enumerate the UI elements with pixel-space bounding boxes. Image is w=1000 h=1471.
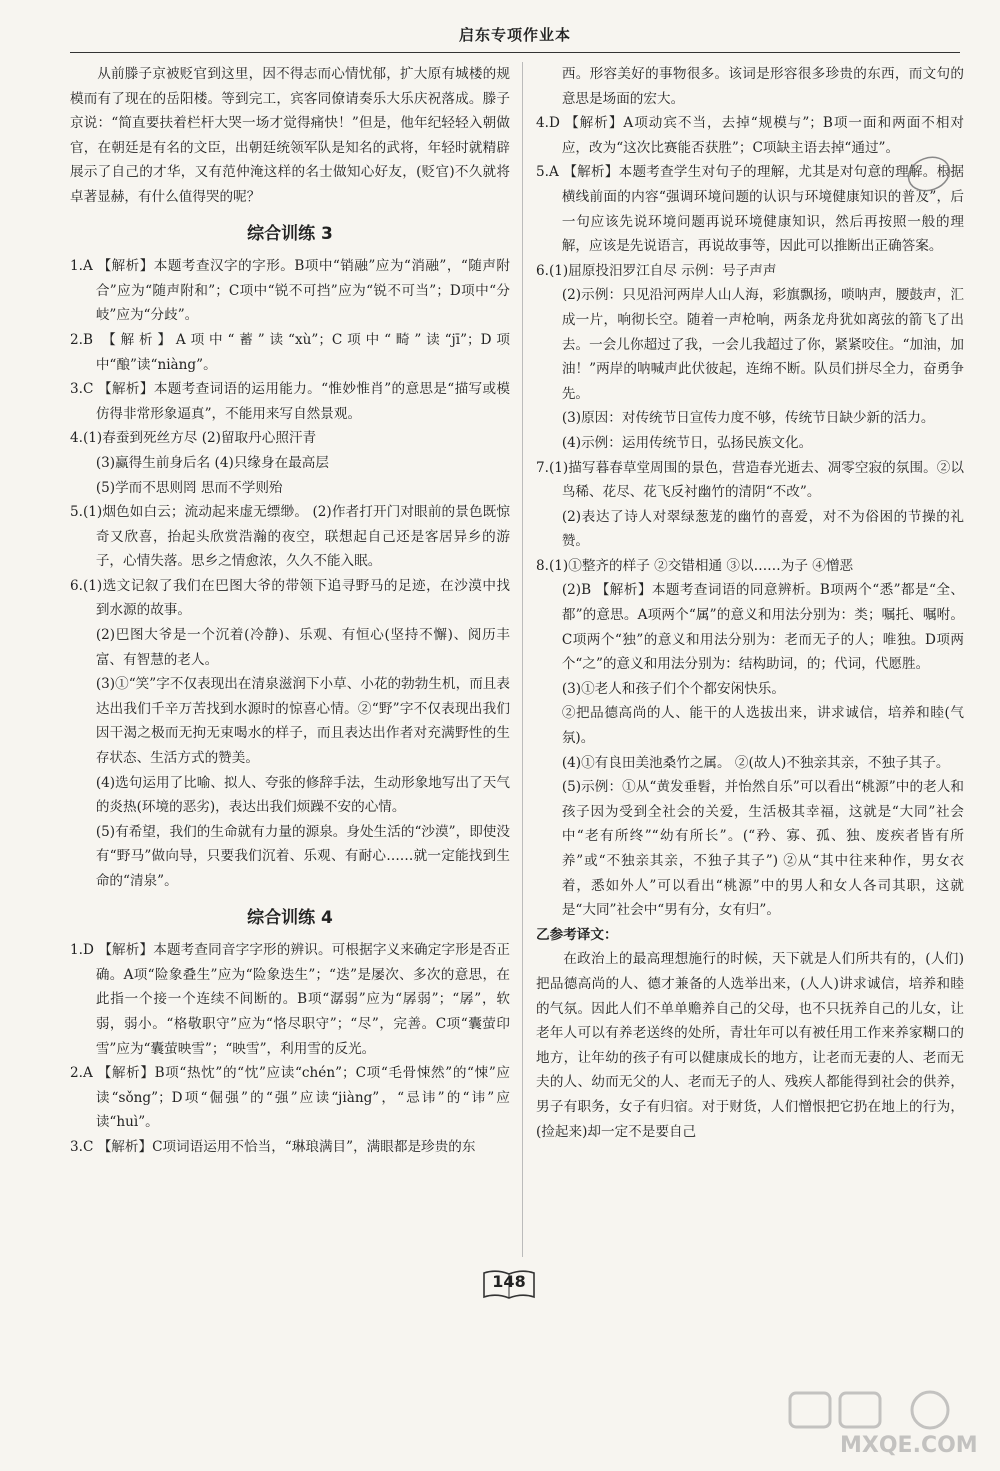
answer-item: 3.C 【解析】本题考查词语的运用能力。“惟妙惟肖”的意思是“描写或模仿得非常形象逼真”，不能用来写自然景观。: [70, 381, 510, 422]
page-number: [480, 1267, 538, 1301]
header-title: 启东专项作业本: [458, 26, 571, 44]
answer-item: (4)示例：运用传统节日，弘扬民族文化。: [561, 434, 813, 451]
answer-item: (3)①老人和孩子们个个都安闲快乐。: [561, 680, 785, 697]
watermark-logo: [780, 1385, 990, 1465]
right-column: [536, 62, 964, 1144]
answer-item: 西。形容美好的事物很多。该词是形容很多珍贵的东西，而文句的意思是场面的宏大。: [561, 66, 964, 107]
translation-paragraph: 在政治上的最高理想施行的时候，天下就是人们所共有的，(人们)把品德高尚的人、德才兼备的人选举出来，(人人)讲求诚信，培养和睦的气氛。因此人们不单单赡养自己的父母，也不只抚养自己的儿女，让老年人可以有养老送终的处所，青壮年可以有被任用工作来养家糊口的地方，让年幼的孩子有可以健康成长的地方，让老而无妻的人、老而无夫的人、幼而无父的人、老而无子的人、残疾人都能得到社会的供养，男子有职务，女子有归宿。对于财货，人们憎恨把它扔在地上的行为，(捡起来)却一定不是要自己: [536, 951, 964, 1140]
answer-item: (2)巴图大爷是一个沉着(冷静)、乐观、有恒心(坚持不懈)、阅历丰富、有智慧的老人。: [95, 627, 510, 668]
column-divider: [522, 62, 523, 1257]
answer-item: 4.D 【解析】A项动宾不当，去掉“规模与”；B项一面和两面不相对应，改为“这次比赛能否获胜”；C项缺主语去掉“通过”。: [536, 115, 964, 156]
answer-item: (5)有希望，我们的生命就有力量的源泉。身处生活的“沙漠”，即使没有“野马”做向导，只要我们沉着、乐观、有耐心……就一定能找到生命的“清泉”。: [95, 823, 510, 889]
answer-item: 8.(1)①整齐的样子 ②交错相通 ③以……为子 ④憎恶: [536, 557, 854, 574]
answer-item: (4)①有良田美池桑竹之属。 ②(故人)不独亲其亲，不独子其子。: [561, 754, 950, 771]
answer-item: (2)示例：只见沿河两岸人山人海，彩旗飘扬，唢呐声，腰鼓声，汇成一片，响彻长空。随着一声枪响，两条龙舟犹如离弦的箭飞了出去。一会儿你超过了我，一会儿我超过了你，紧紧咬住。“加油，加油！”两岸的呐喊声此伏彼起，连绵不断。队员们拼尽全力，奋勇争先。: [561, 287, 964, 402]
stamp-icon: [905, 150, 953, 198]
section-title-3: 综合训练 3: [247, 223, 333, 244]
answer-item: 1.D 【解析】本题考查同音字字形的辨识。可根据字义来确定字形是否正确。A项“险象叠生”应为“险象迭生”；“迭”是屡次、多次的意思，在此指一个接一个连续不间断的。B项“潺弱”应为“孱弱”；“孱”，软弱，弱小。“格敬职守”应为“恪尽职守”；“尽”，完善。C项“囊萤印雪”应为“囊萤映雪”；“映雪”，利用雪的反光。: [70, 942, 510, 1057]
watermark-icon: [780, 1385, 990, 1435]
answer-item: (2)表达了诗人对翠绿葱茏的幽竹的喜爱，对不为俗困的节操的礼赞。: [561, 508, 964, 550]
intro-paragraph: 从前滕子京被贬官到这里，因不得志而心情忧郁，扩大原有城楼的规模而有了现在的岳阳楼。等到完工，宾客同僚请奏乐大乐庆祝落成。滕子京说：“简直要扶着栏杆大哭一场才觉得痛快！”但是，他年纪轻轻入朝做官，在朝廷是有名的文臣，出朝廷统领军队是知名的武将，年轻时就精辟展示了自己的才华，又有范仲淹这样的名士做知心好友，(贬官)不久就将卓著显赫，有什么值得哭的呢？: [70, 66, 510, 205]
answer-item: (5)学而不思则罔 思而不学则殆: [95, 479, 283, 496]
answer-item: 5.(1)烟色如白云；流动起来虚无缥缈。 (2)作者打开门对眼前的景色既惊奇又欣喜，抬起头欣赏浩瀚的夜空，联想起自己还是客居异乡的游子，心情失落。思乡之情愈浓，久久不能入眠。: [70, 504, 510, 570]
answer-item: 1.A 【解析】本题考查汉字的字形。B项中“销融”应为“消融”，“随声附合”应为“随声附和”；C项中“锐不可挡”应为“锐不可当”；D项中“分岐”应为“分歧”。: [70, 258, 510, 324]
answer-item: (4)选句运用了比喻、拟人、夸张的修辞手法，生动形象地写出了天气的炎热(环境的恶劣)，表达出我们烦躁不安的心情。: [95, 774, 510, 816]
answer-item: 6.(1)屈原投汨罗江自尽 示例：号子声声: [536, 262, 777, 279]
page-header: [70, 18, 960, 53]
answer-item: 3.C 【解析】C项词语运用不恰当，“琳琅满目”，满眼都是珍贵的东: [70, 1138, 476, 1155]
answer-item: 2.A 【解析】B项“热忱”的“忱”应读“chén”；C项“毛骨悚然”的“悚”应读“sǒng”；D项“倔强”的“强”应读“jiàng”，“忌讳”的“讳”应读“huì”。: [70, 1065, 510, 1131]
answer-item: 7.(1)描写暮春草堂周围的景色，营造春光逝去、凋零空寂的氛围。②以鸟稀、花尽、花飞反衬幽竹的清阴“不改”。: [536, 459, 964, 501]
answer-item: 5.A 【解析】本题考查学生对句子的理解，尤其是对句意的理解。根据横线前面的内容“强调环境问题的认识与环境健康知识的普及”，后一句应该先说环境问题再说环境健康知识，然后再按照一般的理解，应该是先说语言，再说故事等，因此可以推断出正确答案。: [536, 164, 964, 255]
watermark-text: MXQE.COM: [840, 1433, 978, 1458]
answer-item: (3)赢得生前身后名 (4)只缘身在最高层: [95, 454, 329, 471]
left-column: [70, 62, 510, 1160]
section-title-4: 综合训练 4: [247, 907, 333, 928]
page-number-text: 148: [492, 1272, 526, 1291]
answer-item: (3)①“笑”字不仅表现出在清泉滋润下小草、小花的勃勃生机，而且表达出我们千辛万苦找到水源时的惊喜心情。②“野”字不仅表现出我们因干渴之极而无拘无束喝水的样子，而且表达出作者对充满野性的生存状态、生活方式的赞美。: [95, 676, 510, 767]
answer-item: 6.(1)选文记叙了我们在巴图大爷的带领下追寻野马的足迹，在沙漠中找到水源的故事。: [70, 577, 510, 619]
translation-label: 乙参考译文：: [536, 926, 618, 943]
answer-item: 2.B 【解析】A项中“蓄”读“xù”；C项中“畸”读“jī”；D项中“酿”读“niàng”。: [70, 331, 510, 373]
answer-item: ②把品德高尚的人、能干的人选拔出来，讲求诚信，培养和睦(气氛)。: [561, 705, 964, 747]
answer-item: (2)B 【解析】本题考查词语的同意辨析。B项两个“悉”都是“全、都”的意思。A项两个“属”的意义和用法分别为：类；嘱托、嘱咐。C项两个“独”的意义和用法分别为：老而无子的人；唯独。D项两个“之”的意义和用法分别为：结构助词，的；代词，代愿胜。: [561, 582, 964, 673]
answer-item: (3)原因：对传统节日宣传力度不够，传统节日缺少新的活力。: [561, 410, 935, 427]
answer-item: (5)示例：①从“黄发垂髫，并怡然自乐”可以看出“桃源”中的老人和孩子因为受到全社会的关爱，生活极其幸福，这就是“大同”社会中“老有所终”“幼有所长”。(“矜、寡、孤、独、废疾者皆有所养”或“不独亲其亲，不独子其子”) ②从“其中往来种作，男女衣着，悉如外人”可以看出“桃源”中的男人和女人各司其职，这就是“大同”社会中“男有分，女有归”。: [561, 779, 964, 919]
answer-item: 4.(1)春蚕到死丝方尽 (2)留取丹心照汗青: [70, 430, 317, 447]
